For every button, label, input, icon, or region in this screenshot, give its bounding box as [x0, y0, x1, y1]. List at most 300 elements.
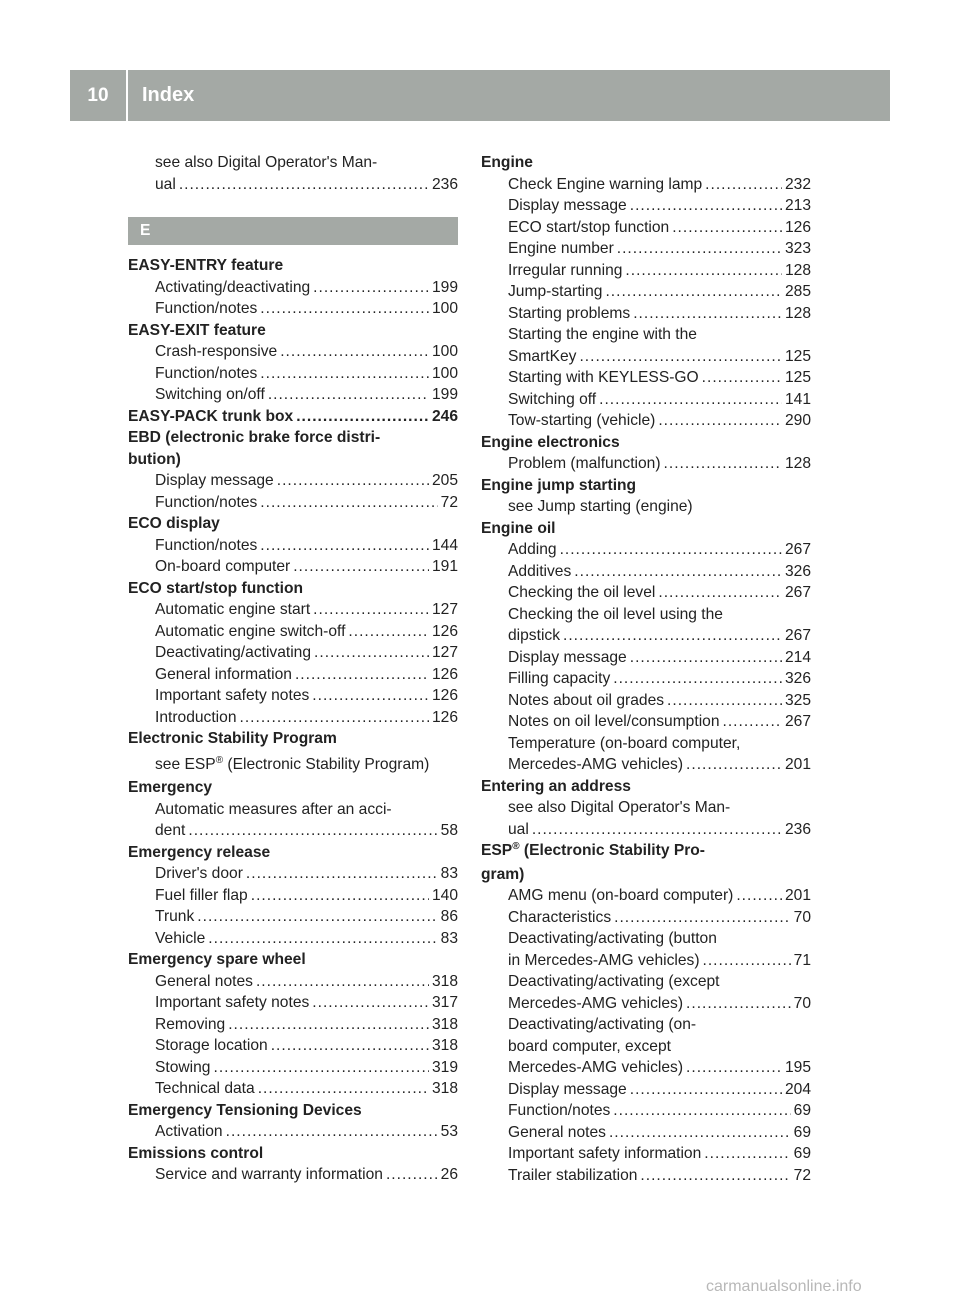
entry-text — [508, 324, 697, 346]
index-subentry — [481, 711, 811, 733]
index-entry-heading — [128, 842, 458, 864]
index-entry-heading — [128, 449, 458, 471]
page-reference: 199 — [431, 386, 458, 403]
page-reference: 128 — [784, 304, 811, 322]
entry-label: SmartKey — [508, 347, 577, 365]
entry-label: Engine jump starting — [481, 476, 637, 494]
entry-label: Function/notes — [155, 364, 258, 382]
entry-label: Adding — [508, 541, 557, 558]
entry-label: Deactivating/activating (on- — [508, 1016, 697, 1033]
entry-text — [508, 668, 610, 690]
page-reference: 290 — [784, 412, 811, 429]
entry-label: Technical data — [155, 1080, 255, 1097]
index-subentry — [481, 1057, 811, 1079]
entry-text — [508, 217, 669, 239]
dot-leader — [532, 819, 782, 841]
entry-label: Emergency spare wheel — [128, 951, 306, 968]
dot-leader — [633, 303, 782, 325]
index-subentry — [481, 907, 811, 929]
page-reference: 126 — [431, 687, 458, 704]
dot-leader — [617, 238, 782, 260]
entry-label: board computer, except — [508, 1037, 671, 1055]
entry-text — [128, 777, 212, 799]
page-reference: 83 — [440, 929, 458, 947]
page-reference: 100 — [431, 343, 458, 360]
index-subentry — [481, 971, 811, 993]
dot-leader — [625, 260, 782, 282]
page-reference: 126 — [431, 622, 458, 640]
entry-label: EASY-PACK trunk box — [128, 407, 294, 425]
entry-text — [508, 625, 560, 647]
entry-text — [481, 864, 524, 886]
dot-leader — [574, 561, 782, 583]
page-reference: 70 — [793, 994, 811, 1012]
page-reference: 58 — [440, 822, 458, 839]
page-reference: 71 — [793, 951, 811, 969]
entry-text — [508, 604, 723, 626]
entry-label: General notes — [155, 972, 253, 990]
entry-label: Storage location — [155, 1037, 268, 1054]
entry-text — [155, 556, 290, 578]
entry-text — [481, 776, 631, 798]
index-subentry — [128, 1121, 458, 1143]
entry-label: Function/notes — [155, 536, 258, 554]
entry-label: General information — [155, 665, 292, 683]
page-reference: 317 — [431, 994, 458, 1011]
page-reference: 69 — [793, 1123, 811, 1141]
dot-leader — [226, 1121, 438, 1143]
page-reference: 232 — [784, 175, 811, 193]
entry-text — [155, 621, 345, 643]
index-subentry — [481, 993, 811, 1015]
page-reference: 86 — [440, 908, 458, 925]
dot-leader — [271, 1035, 429, 1057]
entry-text — [155, 341, 277, 363]
page-reference: 100 — [431, 364, 458, 382]
index-letter-heading: E — [128, 217, 458, 245]
entry-label: Starting the engine with the — [508, 326, 697, 343]
index-subentry — [128, 174, 458, 196]
page-reference: 319 — [431, 1058, 458, 1076]
entry-text — [508, 733, 740, 755]
entry-label: Switching on/off — [155, 386, 265, 403]
index-entry-heading — [481, 432, 811, 454]
entry-text — [155, 1035, 268, 1057]
index-entry-heading — [128, 513, 458, 535]
page-reference: 318 — [431, 1037, 458, 1054]
index-subentry — [481, 1122, 811, 1144]
page-reference: 236 — [784, 820, 811, 838]
entry-label: Display message — [508, 197, 627, 214]
index-subentry — [481, 453, 811, 475]
dot-leader — [736, 885, 782, 907]
entry-label: Display message — [508, 1080, 627, 1098]
dot-leader — [260, 298, 429, 320]
index-subentry — [481, 324, 811, 346]
page-reference: 140 — [431, 886, 458, 904]
entry-label: EBD (electronic brake force distri- — [128, 429, 381, 446]
dot-leader — [313, 277, 429, 299]
entry-label: see Jump starting (engine) — [508, 498, 693, 515]
entry-label: Emergency release — [128, 843, 271, 861]
entry-label: ual — [508, 820, 529, 838]
index-subentry — [481, 797, 811, 819]
page-reference: 205 — [431, 472, 458, 489]
entry-text — [508, 561, 571, 583]
entry-label: Crash-responsive — [155, 343, 278, 360]
dot-leader — [246, 863, 438, 885]
page-reference: 125 — [784, 369, 811, 386]
dot-leader — [630, 195, 782, 217]
dot-leader — [686, 993, 791, 1015]
entry-text — [155, 863, 243, 885]
page-reference: 128 — [784, 261, 811, 279]
page-reference: 326 — [784, 670, 811, 687]
entry-label: Function/notes — [155, 493, 258, 511]
entry-text — [508, 1079, 627, 1101]
index-subentry — [128, 298, 458, 320]
page-reference: 201 — [784, 756, 811, 773]
page-reference: 100 — [431, 300, 458, 317]
index-subentry — [481, 1079, 811, 1101]
entry-label: Driver's door — [155, 865, 243, 882]
entry-label: Starting with KEYLESS-GO — [508, 369, 699, 386]
entry-label: Activating/deactivating — [155, 278, 311, 296]
index-subentry — [128, 384, 458, 406]
page-reference: 285 — [784, 283, 811, 300]
page-reference: 204 — [784, 1080, 811, 1098]
entry-text — [508, 539, 557, 561]
entry-text — [508, 195, 627, 217]
entry-label: see also Digital Operator's Man- — [155, 154, 378, 171]
index-subentry — [481, 1100, 811, 1122]
entry-label: On-board computer — [155, 558, 291, 575]
entry-label: Automatic measures after an acci- — [155, 800, 392, 818]
entry-text — [155, 1014, 225, 1036]
entry-label: Check Engine warning lamp — [508, 175, 703, 193]
index-subentry — [128, 492, 458, 514]
index-subentry — [481, 582, 811, 604]
dot-leader — [599, 389, 782, 411]
entry-label: Automatic engine start — [155, 601, 311, 618]
entry-label: see also Digital Operator's Man- — [508, 799, 731, 816]
index-subentry — [128, 863, 458, 885]
dot-leader — [296, 406, 429, 428]
dot-leader — [280, 341, 429, 363]
entry-label: Emissions control — [128, 1144, 264, 1162]
index-entry-heading — [128, 427, 458, 449]
entry-label: Jump-starting — [508, 283, 603, 300]
entry-text — [155, 470, 274, 492]
entry-text — [508, 389, 596, 411]
watermark: carmanualsonline.info — [706, 1278, 862, 1295]
index-subentry — [481, 885, 811, 907]
entry-label: Introduction — [155, 708, 237, 726]
dot-leader — [295, 664, 429, 686]
page-reference: 128 — [784, 455, 811, 472]
page-reference: 267 — [784, 627, 811, 644]
entry-label: Notes about oil grades — [508, 691, 665, 709]
entry-label: Deactivating/activating — [155, 644, 312, 661]
index-entry-heading — [128, 1143, 458, 1165]
page-reference: 325 — [784, 691, 811, 709]
entry-text — [508, 690, 664, 712]
entry-text — [155, 298, 257, 320]
page-reference: 126 — [431, 708, 458, 726]
entry-label: Engine — [481, 154, 533, 171]
entry-label: Mercedes-AMG vehicles) — [508, 1059, 684, 1076]
entry-text — [155, 820, 185, 842]
page-reference: 199 — [431, 278, 458, 296]
entry-text — [128, 449, 181, 471]
page-title: Index — [142, 84, 195, 106]
entry-label: EASY-ENTRY feature — [128, 257, 284, 274]
entry-text — [128, 1100, 362, 1122]
index-subentry — [128, 1014, 458, 1036]
entry-label-continued: (Electronic Stability Program) — [223, 755, 430, 773]
page-reference: 69 — [793, 1145, 811, 1162]
entry-label: Deactivating/activating (button — [508, 930, 717, 947]
entry-label: ECO start/stop function — [508, 218, 670, 236]
entry-label: Mercedes-AMG vehicles) — [508, 994, 684, 1012]
entry-text — [155, 754, 429, 778]
dot-leader — [605, 281, 782, 303]
entry-text — [508, 260, 622, 282]
index-subentry — [128, 556, 458, 578]
index-subentry — [481, 174, 811, 196]
entry-text — [508, 453, 661, 475]
entry-text — [155, 685, 309, 707]
entry-text — [508, 647, 627, 669]
index-subentry — [128, 1035, 458, 1057]
entry-text — [481, 518, 556, 540]
entry-text — [155, 1057, 210, 1079]
dot-leader — [268, 384, 429, 406]
entry-label: Checking the oil level using the — [508, 605, 723, 623]
page-reference: 214 — [784, 648, 811, 666]
entry-label: Engine oil — [481, 519, 556, 537]
index-subentry — [481, 1014, 811, 1036]
index-subentry — [481, 754, 811, 776]
entry-text — [155, 707, 237, 729]
header-divider — [126, 70, 128, 121]
dot-leader — [312, 992, 429, 1014]
page-reference: 267 — [784, 541, 811, 558]
entry-label: Engine electronics — [481, 433, 620, 451]
entry-text — [128, 255, 283, 277]
dot-leader — [314, 642, 429, 664]
index-subentry — [481, 561, 811, 583]
index-subentry — [128, 906, 458, 928]
page-reference: 191 — [431, 558, 458, 575]
entry-label: Deactivating/activating (except — [508, 973, 720, 990]
entry-text — [508, 346, 576, 368]
entry-text — [508, 885, 733, 907]
index-subentry — [128, 664, 458, 686]
entry-label: gram) — [481, 865, 525, 883]
entry-text — [508, 281, 602, 303]
index-entry-heading — [128, 949, 458, 971]
entry-label: Characteristics — [508, 908, 612, 926]
dot-leader — [703, 950, 791, 972]
index-subentry — [481, 410, 811, 432]
entry-label: Important safety notes — [155, 687, 310, 704]
entry-label: Temperature (on-board computer, — [508, 734, 741, 752]
page-reference: 213 — [784, 197, 811, 214]
dot-leader — [208, 928, 437, 950]
entry-label: Function/notes — [508, 1102, 611, 1119]
entry-label: bution) — [128, 450, 181, 468]
page-reference: 201 — [784, 887, 811, 904]
entry-label: EASY-EXIT feature — [128, 321, 266, 339]
index-subentry — [481, 950, 811, 972]
entry-text — [155, 277, 310, 299]
index-subentry — [481, 238, 811, 260]
index-subentry — [481, 647, 811, 669]
page-reference: 126 — [784, 218, 811, 236]
page-reference: 267 — [784, 713, 811, 730]
page-reference: 127 — [431, 601, 458, 618]
index-subentry — [128, 363, 458, 385]
dot-leader — [260, 492, 437, 514]
dot-leader — [277, 470, 429, 492]
index-subentry — [481, 346, 811, 368]
index-subentry — [128, 885, 458, 907]
page-reference: 323 — [784, 240, 811, 257]
page-reference: 318 — [431, 1015, 458, 1033]
entry-text — [155, 363, 257, 385]
index-subentry — [128, 470, 458, 492]
entry-text — [508, 993, 683, 1015]
entry-label: Automatic engine switch-off — [155, 622, 346, 640]
entry-text — [128, 578, 303, 600]
entry-text — [155, 152, 377, 174]
entry-text — [155, 799, 392, 821]
entry-label: Vehicle — [155, 929, 206, 947]
dot-leader — [579, 346, 782, 368]
entry-label: Switching off — [508, 390, 597, 408]
entry-text — [508, 1057, 683, 1079]
index-subentry — [128, 341, 458, 363]
page-reference: 70 — [793, 908, 811, 926]
index-subentry — [481, 367, 811, 389]
entry-text — [508, 1100, 610, 1122]
entry-label: Display message — [508, 648, 627, 666]
index-subentry — [481, 195, 811, 217]
page-reference: 267 — [784, 584, 811, 601]
entry-text — [155, 492, 257, 514]
entry-label: dipstick — [508, 627, 560, 644]
dot-leader — [672, 217, 782, 239]
index-column-left — [128, 152, 458, 1186]
entry-text — [508, 496, 693, 518]
entry-text — [508, 582, 655, 604]
entry-text — [128, 406, 293, 428]
entry-label: Service and warranty information — [155, 1166, 383, 1183]
index-subentry — [481, 625, 811, 647]
entry-label: Engine number — [508, 240, 614, 257]
dot-leader — [251, 885, 429, 907]
entry-text — [155, 599, 310, 621]
dot-leader — [640, 1165, 790, 1187]
index-entry-heading — [481, 840, 811, 864]
page-header — [70, 70, 890, 121]
entry-text — [155, 384, 265, 406]
index-subentry — [128, 642, 458, 664]
dot-leader — [258, 1078, 429, 1100]
entry-text — [508, 174, 702, 196]
entry-label: Important safety information — [508, 1145, 702, 1162]
index-subentry — [481, 303, 811, 325]
entry-text — [508, 303, 630, 325]
index-subentry — [481, 733, 811, 755]
dot-leader — [686, 1057, 782, 1079]
entry-text — [481, 432, 620, 454]
entry-text — [508, 928, 717, 950]
index-subentry — [481, 217, 811, 239]
page-number: 10 — [87, 84, 109, 106]
page-reference: 141 — [784, 390, 811, 408]
entry-text — [128, 513, 220, 535]
entry-label: Important safety notes — [155, 994, 310, 1011]
index-subentry — [128, 928, 458, 950]
entry-label: dent — [155, 822, 186, 839]
entry-text — [508, 1165, 637, 1187]
index-subentry — [128, 820, 458, 842]
entry-text — [128, 320, 266, 342]
entry-text — [508, 1036, 671, 1058]
page-reference: 318 — [431, 972, 458, 990]
page-reference: 125 — [784, 347, 811, 365]
index-subentry — [481, 604, 811, 626]
dot-leader — [348, 621, 429, 643]
index-entry-heading — [481, 864, 811, 886]
entry-label: ECO start/stop function — [128, 579, 303, 597]
index-entry-heading — [128, 320, 458, 342]
index-subentry — [128, 685, 458, 707]
entry-text — [155, 928, 205, 950]
entry-text — [128, 1143, 263, 1165]
entry-text — [508, 238, 614, 260]
entry-label: Trailer stabilization — [508, 1166, 638, 1184]
entry-text — [508, 797, 730, 819]
entry-text — [128, 842, 270, 864]
entry-text — [155, 535, 257, 557]
entry-label: Notes on oil level/consumption — [508, 713, 720, 730]
entry-label: Activation — [155, 1123, 223, 1140]
index-subentry — [481, 1036, 811, 1058]
index-subentry — [481, 496, 811, 518]
entry-text — [155, 1078, 255, 1100]
index-subentry — [128, 754, 458, 778]
index-subentry — [128, 1078, 458, 1100]
dot-leader — [312, 685, 429, 707]
index-subentry — [481, 690, 811, 712]
index-subentry — [128, 992, 458, 1014]
index-entry-heading — [128, 406, 458, 428]
index-subentry — [481, 1143, 811, 1165]
index-subentry — [128, 621, 458, 643]
entry-label: Trunk — [155, 908, 195, 925]
entry-label: Problem (malfunction) — [508, 455, 661, 472]
dot-leader — [188, 820, 437, 842]
index-subentry — [128, 599, 458, 621]
index-entry-heading — [481, 776, 811, 798]
index-entry-heading — [128, 578, 458, 600]
dot-leader — [667, 690, 782, 712]
page-reference: 126 — [431, 665, 458, 683]
entry-text — [508, 1122, 606, 1144]
